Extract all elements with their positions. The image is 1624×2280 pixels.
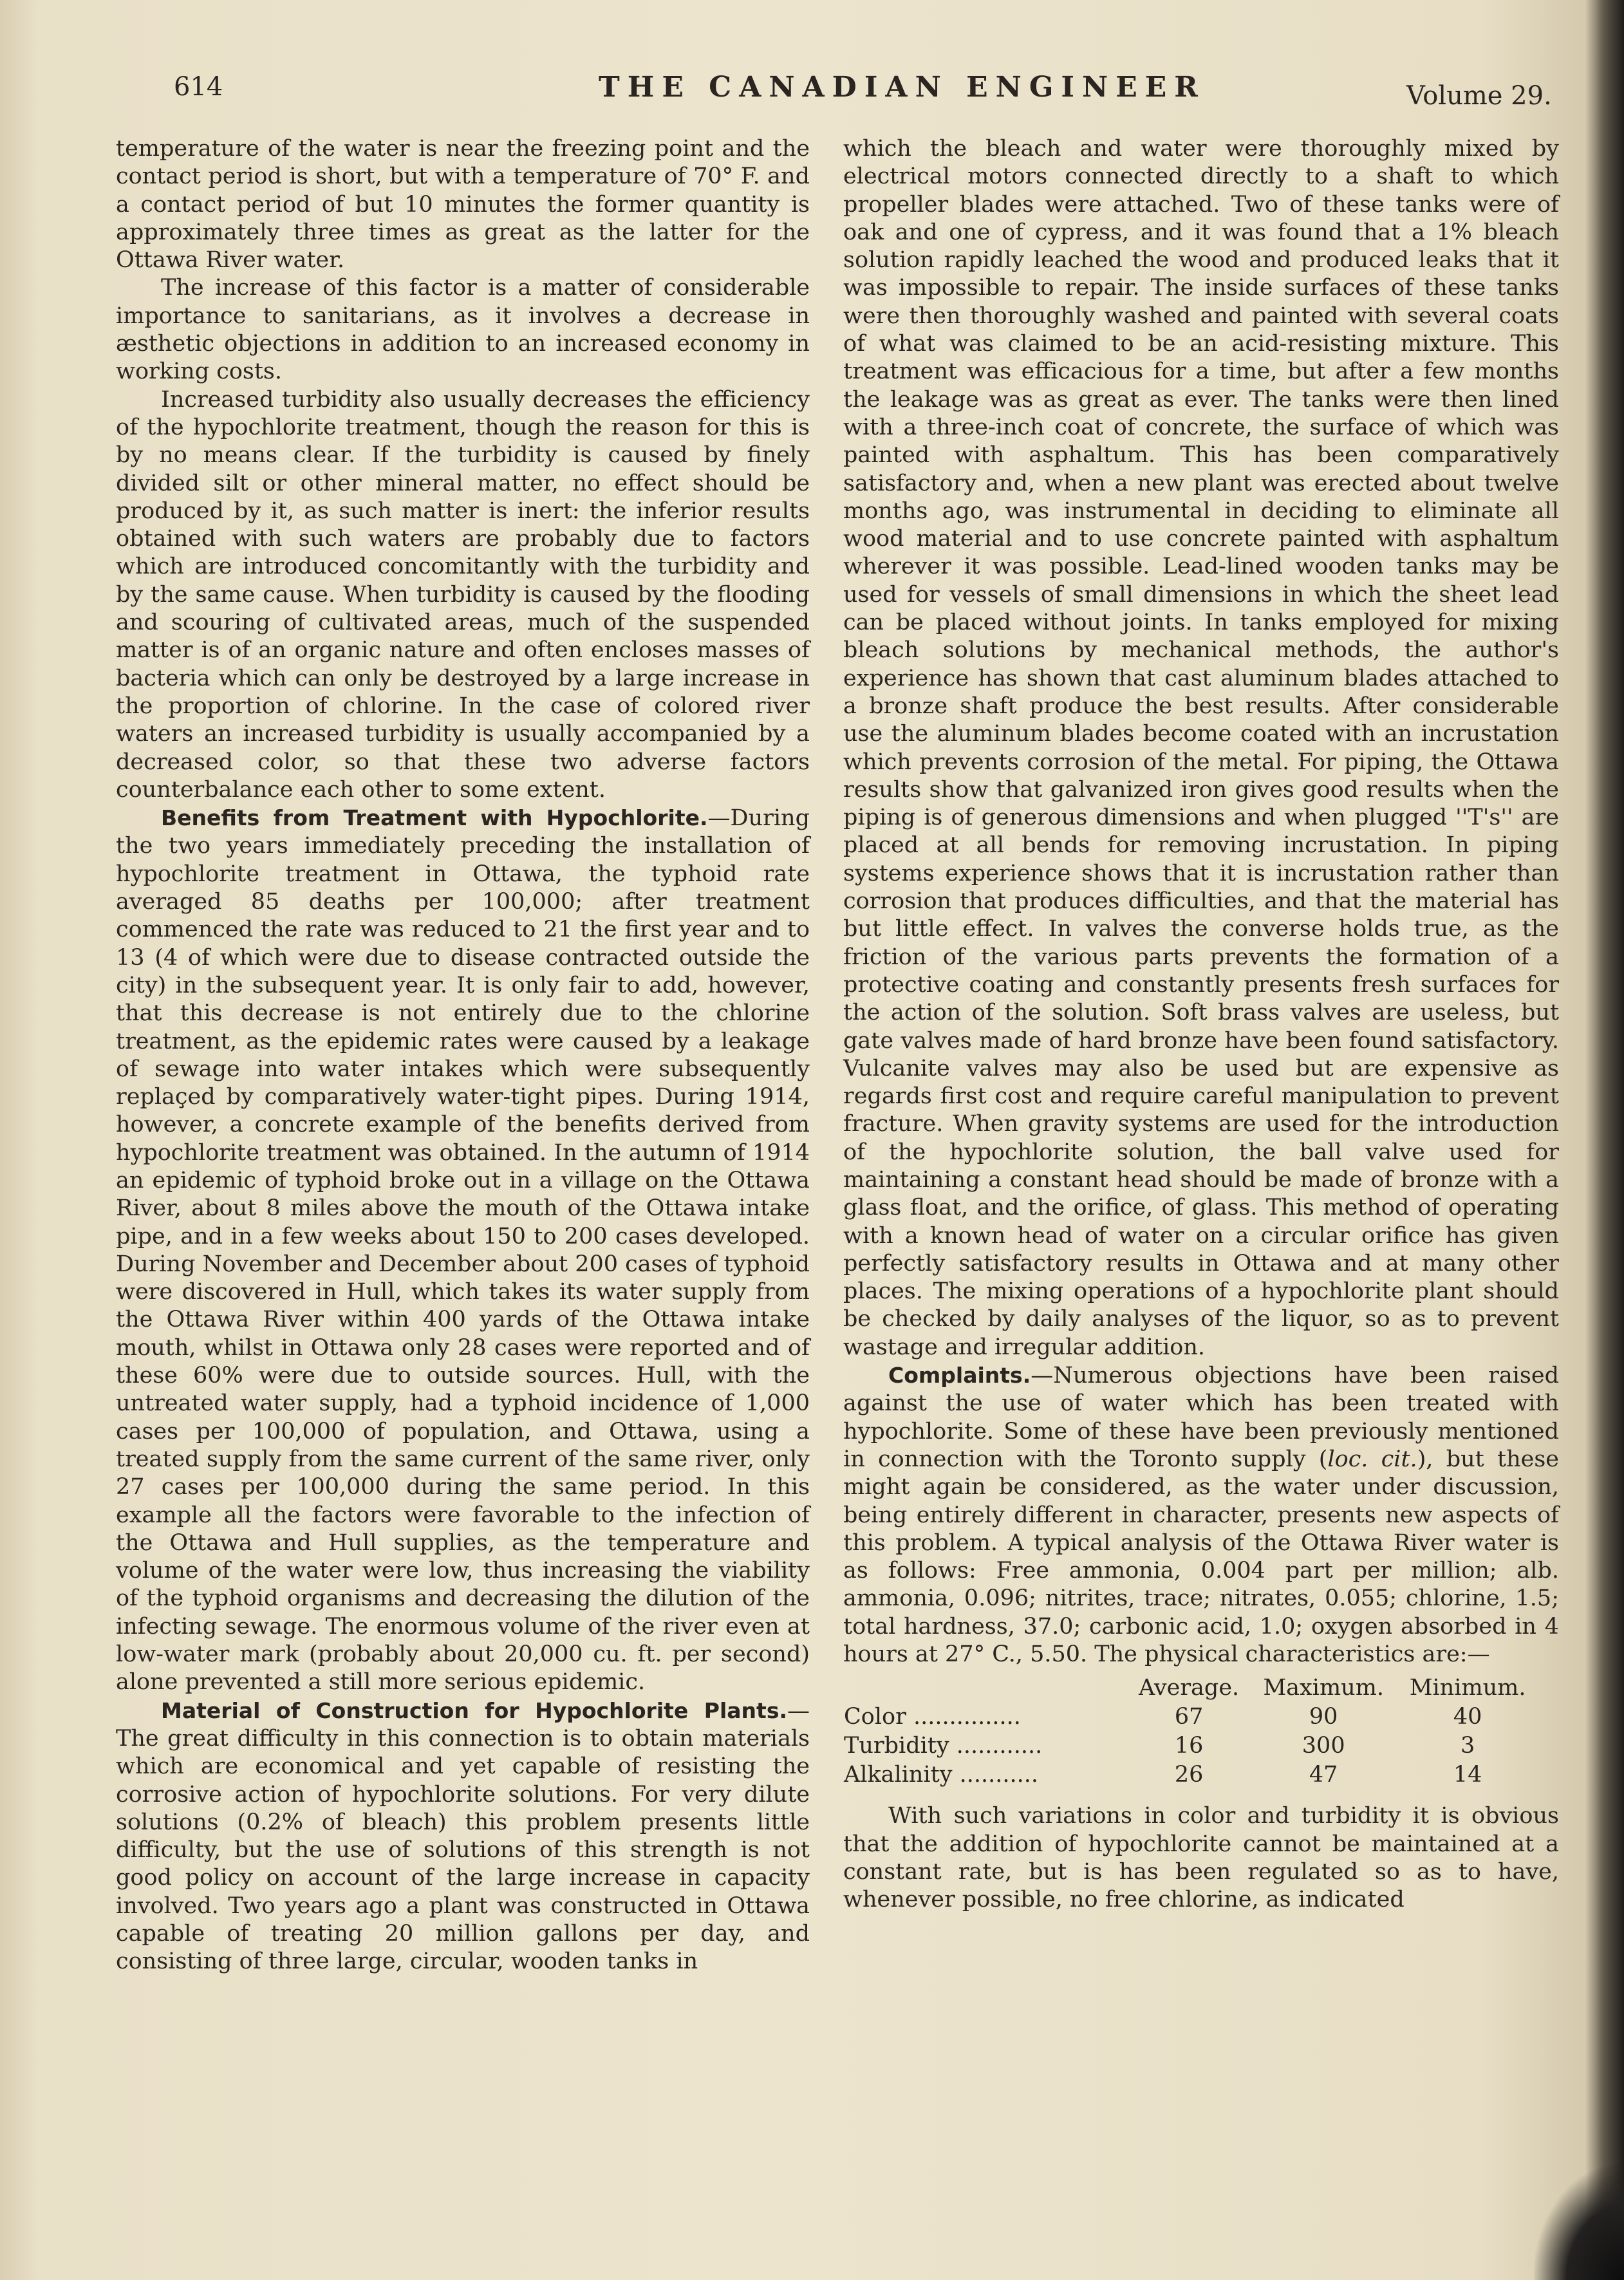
paragraph: Increased turbidity also usually decreases the efficiency of the hypochlorite treatment, though the reason for this is by no means clear. If the turbidity is caused by finely divided silt or other mineral matter, no effect should be produced by it, as such matter is inert: the inferior results obtained with such waters are probably due to factors which are introduced concomitantly with the turbidity and by the same cause. When turbidity is caused by the flooding and scouring of cultivated areas, much of the suspended matter is of an organic nature and often encloses masses of bacteria which can only be destroyed by a large increase in the proportion of chlorine. In the case of colored river waters an increased turbidity is usually accompanied by a decreased color, so that these two adverse factors counterbalance each other to some extent. — [116, 386, 810, 803]
volume-label: Volume 29. — [1406, 81, 1552, 111]
page-header — [0, 64, 1624, 116]
water-characteristics-table — [843, 1674, 1538, 1789]
book-binding-shadow — [1585, 0, 1624, 2280]
right-column — [843, 135, 1559, 1914]
cell-minimum: 14 — [1453, 1762, 1482, 1788]
page-corner-shadow — [1534, 2164, 1624, 2280]
paragraph: which the bleach and water were thoroughly mixed by electrical motors connected directly to a shaft to which propeller blades were attached. Two of these tanks were of oak and one of cypress, and it was found that a 1% bleach solution rapidly leached the wood and produced leaks that it was impossible to repair. The inside surfaces of these tanks were then thoroughly washed and painted with several coats of what was claimed to be an acid-resisting mixture. This treatment was efficacious for a time, but after a few months the leakage was as great as ever. The tanks were then lined with a three-inch coat of concrete, the surface of which was painted with asphaltum. This has been comparatively satisfactory and, when a new plant was erected about twelve months ago, was instrumental in deciding to eliminate all wood material and to use concrete painted with asphaltum wherever it was possible. Lead-lined wooden tanks may be used for vessels of small dimensions in which the sheet lead can be placed without joints. In tanks employed for mixing bleach solutions by mechanical methods, the author's experience has shown that cast aluminum blades attached to a bronze shaft produce the best results. After considerable use the aluminum blades become coated with an incrustation which prevents corrosion of the metal. For piping, the Ottawa results show that galvanized iron gives good results when the piping is of generous dimensions and when plugged ''T's'' are placed at all bends for removing incrustation. In piping systems experience shows that it is incrustation rather than corrosion that produces difficulties, and that the material has but little effect. In valves the converse holds true, as the friction of the various parts prevents the formation of a protective coating and constantly presents fresh surfaces for the action of the solution. Soft brass valves are useless, but gate valves made of hard bronze have been found satisfactory. Vulcanite valves may also be used but are expensive as regards first cost and require careful manipulation to prevent fracture. When gravity systems are used for the introduction of the hypochlorite solution, the ball valve used for maintaining a constant head should be made of bronze with a glass float, and the orifice, of glass. This method of operating with a known head of water on a circular orifice has given perfectly satisfactory results in Ottawa and at many other places. The mixing operations of a hypochlorite plant should be checked by daily analyses of the liquor, so as to prevent wastage and irregular addition. — [843, 136, 1559, 1360]
section-heading: Benefits from Treatment with Hypochlorite. — [161, 805, 708, 831]
left-column — [116, 135, 810, 1976]
paragraph — [843, 1361, 1559, 1668]
journal-title: THE CANADIAN ENGINEER — [599, 71, 1206, 104]
row-label: Color ............... — [844, 1704, 1021, 1730]
table-row — [843, 1761, 1538, 1789]
cell-minimum: 40 — [1453, 1704, 1482, 1730]
paragraph-body: —Numerous objections have been raised against the use of water which has been treated with hypochlorite. Some of these have been previously mentioned in connection with the Toronto supply ( — [843, 1363, 1559, 1472]
paragraph: temperature of the water is near the freezing point and the contact period is short, but with a temperature of 70° F. and a contact period of but 10 minutes the former quantity is approximately three times as great as the latter for the Ottawa River water. — [116, 136, 810, 274]
table-row — [843, 1703, 1538, 1732]
section-heading: Material of Construction for Hypochlorite Plants. — [161, 1697, 787, 1723]
cell-minimum: 3 — [1460, 1733, 1475, 1759]
row-label: Alkalinity ........... — [844, 1762, 1039, 1788]
page-number: 614 — [174, 72, 223, 102]
paragraph-body: ), but these might again be considered, as the water under discussion, being entirely different in character, presents new aspects of this problem. A typical analysis of the Ottawa River water is as follows: Free ammonia, 0.004 part per million; alb. ammonia, 0.096; nitrites, trace; nitrates, 0.055; chlorine, 1.5; total hardness, 37.0; carbonic acid, 1.0; oxygen absorbed in 4 hours at 27° C., 5.50. The physical characteristics are:— — [843, 1446, 1559, 1668]
table-header: Maximum. — [1263, 1675, 1385, 1701]
paragraph-body: — The great difficulty in this connection is to obtain materials which are economical and yet capable of resisting the corrosive action of hypochlorite solutions. For very dilute solutions (0.2% of bleach) this problem presents little difficulty, but the use of solutions of this strength is not good policy on account of the large increase in capacity involved. Two years ago a plant was constructed in Ottawa capable of treating 20 million gallons per day, and consisting of three large, circular, wooden tanks in — [116, 1697, 810, 1975]
cell-average: 67 — [1174, 1704, 1204, 1730]
table-header: Minimum. — [1409, 1675, 1526, 1701]
citation: loc. cit. — [1327, 1446, 1417, 1472]
cell-average: 26 — [1174, 1762, 1204, 1788]
paragraph-body: —During the two years immediately preceding the installation of hypochlorite treatment in Ottawa, the typhoid rate averaged 85 deaths per 100,000; after treatment commenced the rate was reduced to 21 the first year and to 13 (4 of which were due to disease contracted outside the city) in the subsequent year. It is only fair to add, however, that this decrease is not entirely due to the chlorine treatment, as the epidemic rates were caused by a leakage of sewage into water intakes which were subsequently replaçed by comparatively water-tight pipes. During 1914, however, a concrete example of the benefits derived from hypochlorite treatment was obtained. In the autumn of 1914 an epidemic of typhoid broke out in a village on the Ottawa River, about 8 miles above the mouth of the Ottawa intake pipe, and in a few weeks about 150 to 200 cases developed. During November and December about 200 cases of typhoid were discovered in Hull, which takes its water supply from the Ottawa River within 400 yards of the Ottawa intake mouth, whilst in Ottawa only 28 cases were reported and of these 60% were due to outside sources. Hull, with the untreated water supply, had a typhoid incidence of 1,000 cases per 100,000 of population, and Ottawa, using a treated supply from the same current of the same river, only 27 cases per 100,000 during the same period. In this example all the factors were favorable to the infection of the Ottawa and Hull supplies, as the temperature and volume of the water were low, thus increasing the viability of the typhoid organisms and decreasing the dilution of the infecting sewage. The enormous volume of the river even at low-water mark (probably about 20,000 cu. ft. per second) alone prevented a still more serious epidemic. — [116, 805, 810, 1696]
row-label: Turbidity ............ — [844, 1733, 1043, 1759]
table-row — [843, 1732, 1538, 1761]
cell-maximum: 300 — [1302, 1733, 1345, 1759]
section-heading: Complaints. — [888, 1363, 1031, 1388]
paragraph — [116, 1697, 810, 1976]
paragraph — [116, 804, 810, 1697]
cell-maximum: 47 — [1309, 1762, 1338, 1788]
paragraph: With such variations in color and turbidity it is obvious that the addition of hypochlorite cannot be maintained at a constant rate, but is has been regulated so as to have, whenever possible, no free chlorine, as indicated — [843, 1803, 1559, 1913]
table-header-row — [843, 1674, 1538, 1703]
cell-maximum: 90 — [1309, 1704, 1338, 1730]
cell-average: 16 — [1174, 1733, 1204, 1759]
table-header: Average. — [1138, 1675, 1240, 1701]
paragraph: The increase of this factor is a matter of considerable importance to sanitarians, as it involves a decrease in æsthetic objections in addition to an increased economy in working costs. — [116, 275, 810, 385]
table-header-blank — [843, 1674, 1128, 1703]
